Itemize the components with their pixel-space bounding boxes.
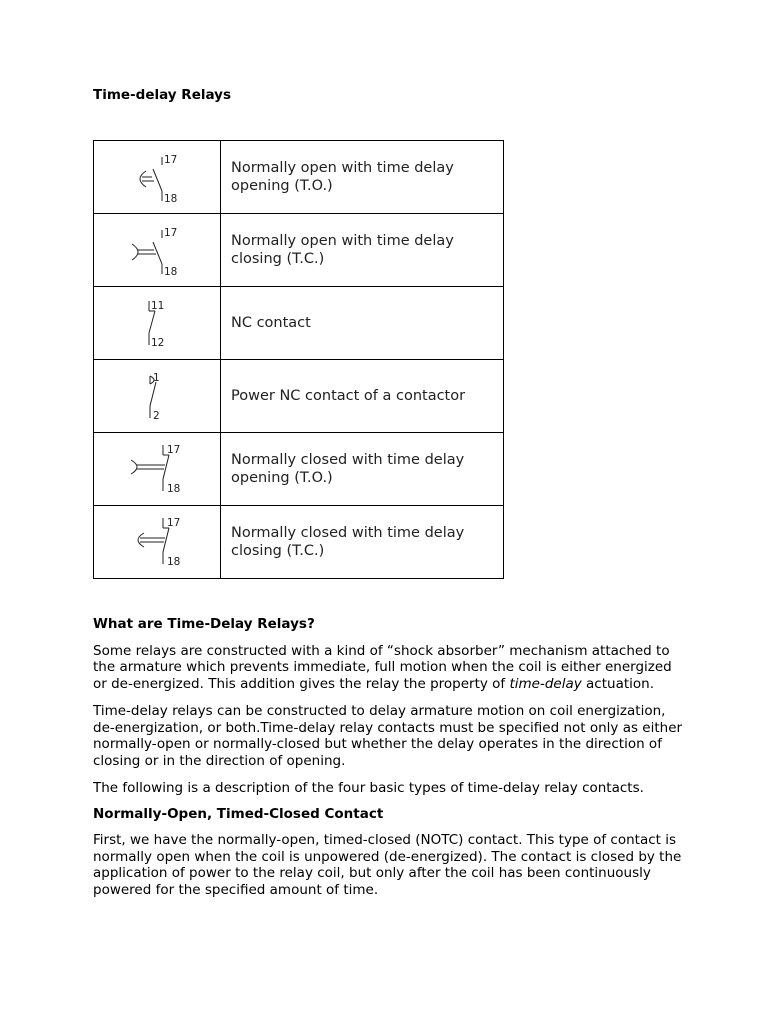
- relay-symbols-table: [93, 140, 504, 579]
- symbol-cell: [94, 506, 221, 579]
- paragraph-text: actuation.: [581, 676, 654, 693]
- symbol-description: NC contact: [221, 287, 504, 360]
- time-delay-closing-nc-contact-icon: [94, 506, 220, 578]
- symbol-description: Normally closed with time delay opening (T.O.): [221, 433, 504, 506]
- paragraph: [93, 643, 683, 693]
- paragraph-text: Some relays are constructed with a kind of “shock absorber” mechanism attached to the armature which prevents immediate, full motion when the coil is either energized or de-energized. This addition gives the relay the property of: [93, 642, 672, 693]
- table-row: [94, 506, 504, 579]
- paragraph: The following is a description of the four basic types of time-delay relay contacts.: [93, 779, 644, 796]
- terminal-number-top: 11: [151, 300, 165, 312]
- symbol-cell: [94, 433, 221, 506]
- symbol-cell: [94, 360, 221, 433]
- time-delay-opening-nc-contact-icon: [94, 433, 220, 505]
- terminal-number-top: 17: [164, 154, 178, 166]
- page-title: Time-delay Relays: [93, 87, 232, 103]
- subsection-heading: Normally-Open, Timed-Closed Contact: [93, 806, 384, 823]
- terminal-number-top: 17: [167, 444, 181, 456]
- table-row: [94, 360, 504, 433]
- symbol-cell: [94, 214, 221, 287]
- symbol-description: Normally closed with time delay closing (T.C.): [221, 506, 504, 579]
- terminal-number-bottom: 18: [167, 556, 181, 568]
- emphasis-text: time-delay: [509, 676, 582, 693]
- nc-contact-icon: [94, 287, 220, 359]
- terminal-number-bottom: 18: [164, 266, 178, 278]
- time-delay-closing-no-contact-icon: [94, 214, 220, 286]
- terminal-number-bottom: 2: [153, 410, 160, 422]
- symbol-description: Power NC contact of a contactor: [221, 360, 504, 433]
- table-row: [94, 141, 504, 214]
- symbol-cell: [94, 287, 221, 360]
- symbol-cell: [94, 141, 221, 214]
- terminal-number-bottom: 18: [167, 483, 181, 495]
- section-heading: What are Time-Delay Relays?: [93, 616, 315, 632]
- table-row: [94, 214, 504, 287]
- terminal-number-bottom: 12: [151, 337, 165, 349]
- paragraph: Time-delay relays can be constructed to delay armature motion on coil energization, de-energization, or both.Time-delay relay contacts must be specified not only as either normally-open or normally-closed but whether the delay operates in the direction of closing or in the direction of opening.: [93, 702, 683, 769]
- symbol-description: Normally open with time delay opening (T.O.): [221, 141, 504, 214]
- symbol-description: Normally open with time delay closing (T.C.): [221, 214, 504, 287]
- paragraph: First, we have the normally-open, timed-closed (NOTC) contact. This type of contact is normally open when the coil is unpowered (de-energized). The contact is closed by the application of power to the relay coil, but only after the coil has been continuously powered for the specified amount of time.: [93, 832, 682, 899]
- terminal-number-top: 17: [164, 227, 178, 239]
- terminal-number-top: 17: [167, 517, 181, 529]
- time-delay-opening-no-contact-icon: [94, 141, 220, 213]
- terminal-number-top: 1: [153, 372, 160, 384]
- power-nc-contact-icon: [94, 360, 220, 432]
- table-row: [94, 433, 504, 506]
- article-body: [93, 616, 683, 909]
- table-row: [94, 287, 504, 360]
- terminal-number-bottom: 18: [164, 193, 178, 205]
